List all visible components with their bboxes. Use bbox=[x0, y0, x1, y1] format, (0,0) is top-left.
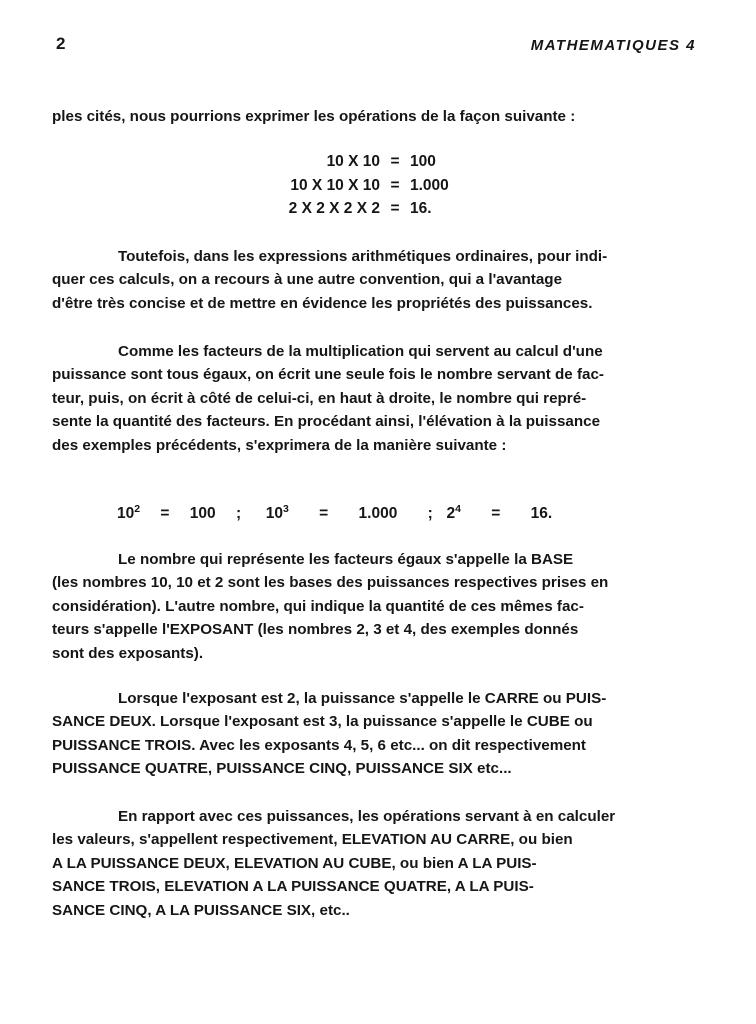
power-expression bbox=[266, 503, 289, 523]
text-line: teur, puis, on écrit à côté de celui-ci, en haut à droite, le nombre qui repré- bbox=[52, 389, 587, 407]
power-expression bbox=[117, 503, 140, 523]
text-line: quer ces calculs, on a recours à une autre convention, qui a l'avantage bbox=[52, 271, 563, 289]
equals-sign: = bbox=[390, 153, 400, 170]
power-exponent: 4 bbox=[455, 503, 461, 515]
power-exponent: 2 bbox=[134, 503, 141, 515]
power-base: 10 bbox=[265, 505, 284, 522]
text-line: ples cités, nous pourrions exprimer les opérations de la façon suivante : bbox=[52, 108, 576, 125]
equals-sign: = bbox=[390, 200, 400, 217]
paragraph-base bbox=[52, 548, 678, 665]
text-line: SANCE DEUX. Lorsque l'exposant est 3, la puissance s'appelle le CUBE ou bbox=[52, 713, 593, 731]
power-base: 2 bbox=[446, 505, 456, 522]
text-line: (les nombres 10, 10 et 2 sont les bases des puissances respectives prises en bbox=[52, 574, 609, 592]
text-line: PUISSANCE TROIS. Avec les exposants 4, 5, 6 etc... on dit respectivement bbox=[52, 736, 586, 754]
text-line: sente la quantité des facteurs. En procédant ainsi, l'élévation à la puissance bbox=[52, 413, 601, 431]
paragraph-lorsque bbox=[52, 687, 678, 781]
equation-row bbox=[200, 174, 490, 198]
paragraph-comme bbox=[52, 340, 678, 457]
text-line: SANCE CINQ, A LA PUISSANCE SIX, etc.. bbox=[52, 901, 350, 919]
text-line: En rapport avec ces puissances, les opérations servant à en calculer bbox=[118, 808, 616, 825]
text-line: d'être très concise et de mettre en évidence les propriétés des puissances. bbox=[52, 294, 593, 312]
text-line: Lorsque l'exposant est 2, la puissance s'appelle le CARRE ou PUIS- bbox=[118, 690, 607, 707]
paragraph-toutefois bbox=[52, 245, 678, 315]
page-number: 2 bbox=[56, 34, 66, 53]
text-line: puissance sont tous égaux, on écrit une seule fois le nombre servant de fac- bbox=[52, 366, 604, 384]
equals-sign: = bbox=[319, 505, 329, 522]
equation-result: 100 bbox=[410, 153, 436, 170]
equals-sign: = bbox=[390, 176, 400, 194]
text-line: SANCE TROIS, ELEVATION A LA PUISSANCE QUATRE, A LA PUIS- bbox=[52, 878, 534, 896]
equation-result: 16. bbox=[410, 200, 432, 217]
power-result: 100 bbox=[189, 505, 216, 522]
power-expression bbox=[446, 503, 460, 523]
text-line: Comme les facteurs de la multiplication qui servent au calcul d'une bbox=[118, 343, 603, 360]
text-line: les valeurs, s'appellent respectivement, ELEVATION AU CARRE, ou bien bbox=[52, 831, 573, 849]
equation-row bbox=[200, 197, 490, 221]
equation-row bbox=[200, 150, 490, 174]
running-title: MATHEMATIQUES 4 bbox=[530, 37, 696, 54]
text-line: teurs s'appelle l'EXPOSANT (les nombres 2, 3 et 4, des exemples donnés bbox=[52, 621, 579, 639]
equation-left: 10 X 10 bbox=[326, 153, 380, 170]
equation-result: 1.000 bbox=[410, 176, 449, 194]
equation-left: 2 X 2 X 2 X 2 bbox=[288, 200, 380, 217]
text-line: A LA PUISSANCE DEUX, ELEVATION AU CUBE, ou bien A LA PUIS- bbox=[52, 854, 537, 872]
text-line: Le nombre qui représente les facteurs égaux s'appelle la BASE bbox=[118, 551, 574, 568]
separator: ; bbox=[427, 505, 433, 522]
text-line: Toutefois, dans les expressions arithmétiques ordinaires, pour indi- bbox=[118, 248, 608, 265]
text-line: considération). L'autre nombre, qui indique la quantité de ces mêmes fac- bbox=[52, 597, 584, 615]
power-result: 1.000 bbox=[358, 505, 398, 522]
text-line: des exemples précédents, s'exprimera de la manière suivante : bbox=[52, 436, 507, 454]
multiplication-equations bbox=[200, 150, 490, 221]
power-base: 10 bbox=[117, 505, 135, 522]
equation-left: 10 X 10 X 10 bbox=[290, 176, 380, 194]
text-line: PUISSANCE QUATRE, PUISSANCE CINQ, PUISSANCE SIX etc... bbox=[52, 760, 512, 778]
equals-sign: = bbox=[160, 505, 170, 522]
equals-sign: = bbox=[491, 505, 501, 522]
text-line: sont des exposants). bbox=[52, 644, 204, 662]
power-exponent: 3 bbox=[283, 503, 289, 515]
paragraph-rapport bbox=[52, 805, 678, 922]
separator: ; bbox=[235, 505, 242, 522]
power-result: 16. bbox=[530, 505, 553, 522]
power-notation-line bbox=[117, 503, 552, 523]
intro-paragraph bbox=[52, 105, 678, 128]
